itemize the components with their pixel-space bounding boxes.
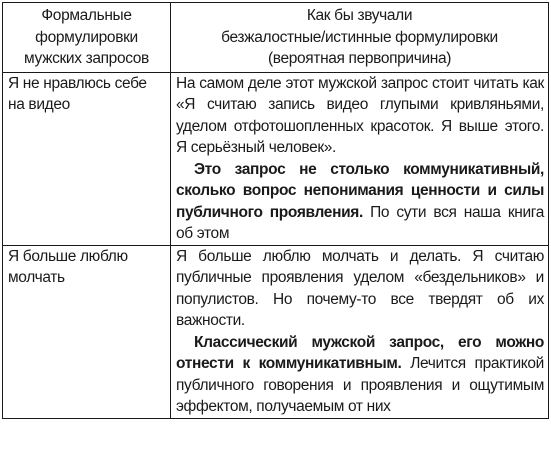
header-formal-column [3, 3, 171, 73]
true-request-conclusion [176, 159, 544, 245]
true-request-paragraph: Я больше люблю молчать и делать. Я считаю публичные проявления уделом «бездельников» и популистов. Но почему-то все твердят об их важности. [176, 247, 544, 329]
header-true-line: Как бы звучали [306, 7, 413, 24]
header-true-line: безжалостные/истинные формулировки [221, 28, 498, 46]
formal-request-cell [3, 245, 171, 418]
true-request-paragraph: На самом деле этот мужской запрос стоит читать как «Я считаю запись видео глупыми кривляньями, уделом отфотошопленных красоток. Я выше этого. Я серьёзный человек». [176, 74, 544, 156]
formal-request-text: Я больше люблю молчать [8, 247, 128, 286]
requests-table [2, 2, 549, 419]
conclusion-bold-text: Классический мужской запрос, его можно отнести к коммуникативным. [176, 333, 544, 372]
table-header-row [3, 3, 549, 73]
true-request-cell [171, 72, 549, 245]
true-request-cell [171, 245, 549, 418]
table-row [3, 245, 549, 418]
header-true-column [171, 3, 549, 73]
header-true-line: (вероятная первопричина) [267, 50, 452, 67]
conclusion-text: Лечится практикой публичного говорения и проявления и ощутимым эффектом, получаемым от них [176, 355, 544, 415]
header-formal-line: Формальные [41, 7, 132, 24]
header-formal-line: формулировки [35, 28, 138, 46]
header-formal-line: мужских запросов [24, 50, 149, 67]
conclusion-bold-text: Это запрос не столько коммуникативный, сколько вопрос непонимания ценности и силы публичного проявления. [176, 160, 544, 221]
table-row [3, 72, 549, 245]
formal-request-text: Я не нравлюсь себе на видео [8, 74, 147, 113]
conclusion-text: По сути вся наша книга об этом [176, 203, 545, 242]
formal-request-cell [3, 72, 171, 245]
true-request-conclusion [176, 332, 544, 418]
